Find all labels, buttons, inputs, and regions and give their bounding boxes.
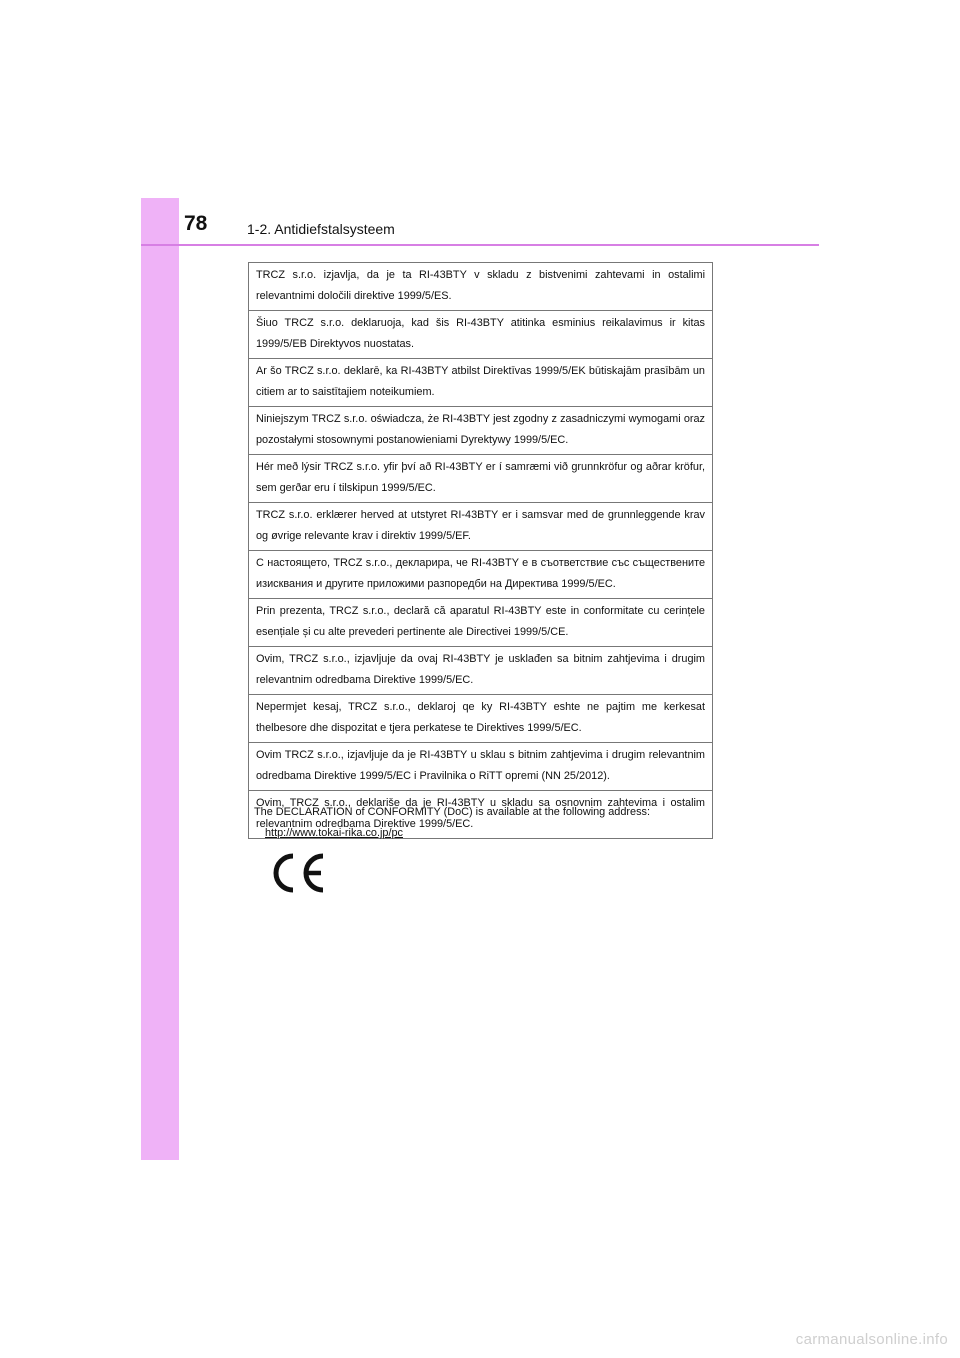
declaration-romanian: Prin prezenta, TRCZ s.r.o., declară că aparatul RI-43BTY este in conformitate cu cerințele esențiale și cu alte prevederi pertinente ale Directivei 1999/5/CE. — [249, 599, 713, 647]
table-row — [249, 311, 713, 359]
table-row — [249, 647, 713, 695]
table-row — [249, 407, 713, 455]
declaration-bosnian: Ovim, TRCZ s.r.o., izjavljuje da ovaj RI-43BTY je usklađen sa bitnim zahtjevima i drugim relevantnim odredbama Direktive 1999/5/EC. — [249, 647, 713, 695]
declaration-serbian: Ovim, TRCZ s.r.o., deklariše da je RI-43BTY u skladu sa osnovnim zahtevima i ostalim relevantnim odredbama Direktive 1999/5/EC. — [249, 791, 713, 839]
table-row — [249, 359, 713, 407]
table-row — [249, 455, 713, 503]
table-row — [249, 551, 713, 599]
declaration-croatian: Ovim TRCZ s.r.o., izjavljuje da je RI-43BTY u sklau s bitnim zahtjevima i drugim relevantnim odredbama Direktive 1999/5/EC i Pravilnika o RiTT opremi (NN 25/2012). — [249, 743, 713, 791]
table-row — [249, 599, 713, 647]
section-title: 1-2. Antidiefstalsysteem — [247, 221, 395, 237]
declaration-icelandic: Hér með lýsir TRCZ s.r.o. yfir því að RI-43BTY er í samræmi við grunnkröfur og aðrar kröfur, sem gerðar eru í tilskipun 1999/5/EC. — [249, 455, 713, 503]
table-row — [249, 503, 713, 551]
table-row — [249, 263, 713, 311]
declaration-table — [248, 262, 713, 839]
declaration-norwegian: TRCZ s.r.o. erklærer herved at utstyret RI-43BTY er i samsvar med de grunnleggende krav og øvrige relevante krav i direktiv 1999/5/EF. — [249, 503, 713, 551]
declaration-albanian: Nepermjet kesaj, TRCZ s.r.o., deklaroj qe ky RI-43BTY eshte ne pajtim me kerkesat thelbesore dhe dispozitat e tjera perkatese te Direktives 1999/5/EC. — [249, 695, 713, 743]
doc-link[interactable]: http://www.tokai-rika.co.jp/pc — [265, 827, 403, 839]
doc-availability-note: The DECLARATION of CONFORMITY (DoC) is available at the following address: — [254, 806, 651, 818]
table-row — [249, 695, 713, 743]
declaration-polish: Niniejszym TRCZ s.r.o. oświadcza, że RI-43BTY jest zgodny z zasadniczymi wymogami oraz pozostałymi stosownymi postanowieniami Dyrektywy 1999/5/EC. — [249, 407, 713, 455]
declaration-latvian: Ar šo TRCZ s.r.o. deklarē, ka RI-43BTY atbilst Direktīvas 1999/5/EK būtiskajām prasībām un citiem ar to saistītajiem noteikumiem. — [249, 359, 713, 407]
declaration-lithuanian: Šiuo TRCZ s.r.o. deklaruoja, kad šis RI-43BTY atitinka esminius reikalavimus ir kitas 1999/5/EB Direktyvos nuostatas. — [249, 311, 713, 359]
declaration-bulgarian: С настоящето, TRCZ s.r.o., декларира, че RI-43BTY е в съответствие със съществените изисквания и другите приложими разпоредби на Директива 1999/5/ЕС. — [249, 551, 713, 599]
declaration-slovenian: TRCZ s.r.o. izjavlja, da je ta RI-43BTY v skladu z bistvenimi zahtevami in ostalimi relevantnimi določili direktive 1999/5/ES. — [249, 263, 713, 311]
side-tab-bar — [141, 198, 179, 1160]
watermark-text: carmanualsonline.info — [795, 1331, 948, 1348]
table-row — [249, 743, 713, 791]
page-number: 78 — [184, 212, 208, 235]
ce-mark-icon — [271, 852, 329, 894]
header-rule — [141, 244, 819, 246]
